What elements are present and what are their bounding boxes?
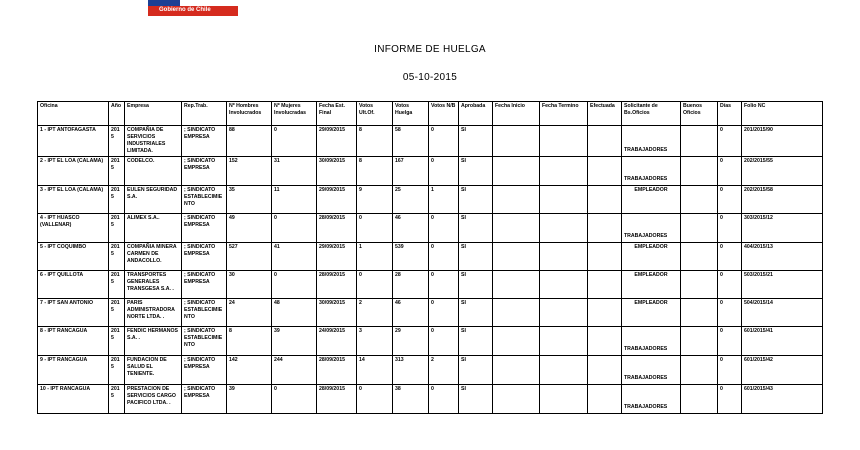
cell-rep: ; SINDICATO EMPRESA xyxy=(182,271,227,299)
cell-efectuada xyxy=(588,214,622,243)
cell-fecha-inicio xyxy=(493,356,540,385)
cell-anio: 2015 xyxy=(109,327,125,356)
cell-rep: ; SINDICATO EMPRESA xyxy=(182,214,227,243)
cell-aprobada: SI xyxy=(459,126,493,157)
column-header: Oficina xyxy=(38,102,109,126)
cell-aprobada: SI xyxy=(459,385,493,414)
cell-fecha-final: 29/09/2015 xyxy=(317,126,357,157)
cell-oficina: 5 - IPT COQUIMBO xyxy=(38,243,109,271)
cell-efectuada xyxy=(588,327,622,356)
cell-dias: 0 xyxy=(718,356,742,385)
table-row xyxy=(38,327,823,356)
cell-aprobada: SI xyxy=(459,271,493,299)
cell-anio: 2015 xyxy=(109,186,125,214)
cell-hombres: 35 xyxy=(227,186,272,214)
column-header: Efectuada xyxy=(588,102,622,126)
table-row xyxy=(38,186,823,214)
cell-fecha-final: 29/09/2015 xyxy=(317,243,357,271)
cell-fecha-final: 28/09/2015 xyxy=(317,385,357,414)
cell-votos-ult: 0 xyxy=(357,271,393,299)
cell-fecha-inicio xyxy=(493,243,540,271)
cell-dias: 0 xyxy=(718,327,742,356)
column-header: Nº Hombres Involucrados xyxy=(227,102,272,126)
table-row xyxy=(38,385,823,414)
column-header: Folio NC xyxy=(742,102,823,126)
cell-fecha-termino xyxy=(540,214,588,243)
cell-aprobada: SI xyxy=(459,299,493,327)
cell-folio: 201/2015/90 xyxy=(742,126,823,157)
cell-fecha-final: 30/09/2015 xyxy=(317,157,357,186)
cell-votos-huelga: 539 xyxy=(393,243,429,271)
column-header: Votos N/B xyxy=(429,102,459,126)
cell-rep: ; SINDICATO ESTABLECIMIENTO xyxy=(182,186,227,214)
cell-solicitante: TRABAJADORES xyxy=(622,385,681,414)
cell-folio: 601/2015/43 xyxy=(742,385,823,414)
cell-fecha-inicio xyxy=(493,299,540,327)
cell-fecha-final: 28/09/2015 xyxy=(317,271,357,299)
cell-fecha-inicio xyxy=(493,126,540,157)
cell-votos-ult: 8 xyxy=(357,126,393,157)
report-title: INFORME DE HUELGA xyxy=(374,44,486,55)
cell-aprobada: SI xyxy=(459,356,493,385)
cell-votos-huelga: 25 xyxy=(393,186,429,214)
cell-empresa: FENDIC HERMANOS S.A. . xyxy=(125,327,182,356)
cell-dias: 0 xyxy=(718,243,742,271)
cell-fecha-termino xyxy=(540,385,588,414)
cell-mujeres: 31 xyxy=(272,157,317,186)
cell-rep: ; SINDICATO EMPRESA xyxy=(182,243,227,271)
column-header: Año xyxy=(109,102,125,126)
cell-empresa: CODELCO. xyxy=(125,157,182,186)
table-row xyxy=(38,299,823,327)
cell-mujeres: 0 xyxy=(272,271,317,299)
cell-mujeres: 41 xyxy=(272,243,317,271)
cell-mujeres: 0 xyxy=(272,126,317,157)
cell-efectuada xyxy=(588,243,622,271)
cell-solicitante: EMPLEADOR xyxy=(622,299,681,327)
column-header: Buenos Oficios xyxy=(681,102,718,126)
cell-oficina: 1 - IPT ANTOFAGASTA xyxy=(38,126,109,157)
cell-solicitante: EMPLEADOR xyxy=(622,243,681,271)
cell-votos-ult: 8 xyxy=(357,157,393,186)
cell-folio: 404/2015/13 xyxy=(742,243,823,271)
column-header: Votos Huelga xyxy=(393,102,429,126)
cell-oficina: 4 - IPT HUASCO (VALLENAR) xyxy=(38,214,109,243)
cell-rep: ; SINDICATO EMPRESA xyxy=(182,157,227,186)
column-header: Días xyxy=(718,102,742,126)
cell-dias: 0 xyxy=(718,157,742,186)
cell-votos-huelga: 167 xyxy=(393,157,429,186)
cell-hombres: 8 xyxy=(227,327,272,356)
cell-mujeres: 244 xyxy=(272,356,317,385)
cell-folio: 202/2015/58 xyxy=(742,186,823,214)
cell-mujeres: 48 xyxy=(272,299,317,327)
cell-votos-huelga: 29 xyxy=(393,327,429,356)
cell-oficina: 2 - IPT EL LOA (CALAMA) xyxy=(38,157,109,186)
cell-votos-ult: 9 xyxy=(357,186,393,214)
cell-votos-huelga: 58 xyxy=(393,126,429,157)
column-header: Aprobada xyxy=(459,102,493,126)
table-row xyxy=(38,271,823,299)
cell-dias: 0 xyxy=(718,186,742,214)
cell-solicitante: TRABAJADORES xyxy=(622,356,681,385)
cell-votos-nb: 2 xyxy=(429,356,459,385)
cell-aprobada: SI xyxy=(459,157,493,186)
cell-votos-huelga: 46 xyxy=(393,214,429,243)
cell-buenos xyxy=(681,356,718,385)
cell-oficina: 6 - IPT QUILLOTA xyxy=(38,271,109,299)
cell-buenos xyxy=(681,271,718,299)
cell-fecha-final: 29/09/2015 xyxy=(317,186,357,214)
cell-efectuada xyxy=(588,186,622,214)
cell-mujeres: 11 xyxy=(272,186,317,214)
cell-efectuada xyxy=(588,126,622,157)
cell-empresa: FUNDACION DE SALUD EL TENIENTE. xyxy=(125,356,182,385)
cell-empresa: TRANSPORTES GENERALES TRANSGESA S.A. . xyxy=(125,271,182,299)
cell-folio: 303/2015/12 xyxy=(742,214,823,243)
cell-fecha-final: 28/09/2015 xyxy=(317,214,357,243)
cell-fecha-inicio xyxy=(493,271,540,299)
cell-dias: 0 xyxy=(718,126,742,157)
cell-anio: 2015 xyxy=(109,356,125,385)
cell-fecha-termino xyxy=(540,299,588,327)
cell-empresa: COMPAÑIA DE SERVICIOS INDUSTRIALES LIMITADA. xyxy=(125,126,182,157)
cell-efectuada xyxy=(588,385,622,414)
cell-anio: 2015 xyxy=(109,126,125,157)
cell-dias: 0 xyxy=(718,271,742,299)
cell-fecha-inicio xyxy=(493,214,540,243)
cell-oficina: 7 - IPT SAN ANTONIO xyxy=(38,299,109,327)
cell-anio: 2015 xyxy=(109,214,125,243)
cell-hombres: 49 xyxy=(227,214,272,243)
strike-report-table xyxy=(37,101,823,414)
cell-votos-nb: 1 xyxy=(429,186,459,214)
cell-fecha-final: 30/09/2015 xyxy=(317,299,357,327)
cell-anio: 2015 xyxy=(109,271,125,299)
cell-dias: 0 xyxy=(718,214,742,243)
cell-folio: 504/2015/14 xyxy=(742,299,823,327)
cell-efectuada xyxy=(588,157,622,186)
cell-dias: 0 xyxy=(718,385,742,414)
cell-empresa: PRESTACION DE SERVICIOS CARGO PACIFICO LTDA. . xyxy=(125,385,182,414)
column-header: Nº Mujeres Involucradas xyxy=(272,102,317,126)
cell-rep: ; SINDICATO ESTABLECIMIENTO xyxy=(182,327,227,356)
cell-fecha-inicio xyxy=(493,157,540,186)
table-row xyxy=(38,157,823,186)
cell-rep: ; SINDICATO EMPRESA xyxy=(182,356,227,385)
cell-buenos xyxy=(681,126,718,157)
cell-solicitante: TRABAJADORES xyxy=(622,214,681,243)
cell-votos-ult: 0 xyxy=(357,214,393,243)
cell-buenos xyxy=(681,186,718,214)
cell-rep: ; SINDICATO EMPRESA xyxy=(182,126,227,157)
cell-solicitante: TRABAJADORES xyxy=(622,126,681,157)
cell-anio: 2015 xyxy=(109,299,125,327)
table-header-row xyxy=(38,102,823,126)
cell-votos-nb: 0 xyxy=(429,385,459,414)
cell-mujeres: 0 xyxy=(272,385,317,414)
cell-efectuada xyxy=(588,271,622,299)
cell-hombres: 527 xyxy=(227,243,272,271)
cell-aprobada: SI xyxy=(459,327,493,356)
column-header: Fecha Est. Final xyxy=(317,102,357,126)
cell-hombres: 39 xyxy=(227,385,272,414)
cell-fecha-termino xyxy=(540,327,588,356)
cell-votos-nb: 0 xyxy=(429,243,459,271)
cell-votos-huelga: 313 xyxy=(393,356,429,385)
cell-solicitante: EMPLEADOR xyxy=(622,186,681,214)
cell-votos-nb: 0 xyxy=(429,126,459,157)
cell-buenos xyxy=(681,299,718,327)
cell-oficina: 3 - IPT EL LOA (CALAMA) xyxy=(38,186,109,214)
column-header: Empresa xyxy=(125,102,182,126)
cell-votos-nb: 0 xyxy=(429,271,459,299)
cell-votos-nb: 0 xyxy=(429,157,459,186)
cell-fecha-termino xyxy=(540,243,588,271)
cell-hombres: 88 xyxy=(227,126,272,157)
table-row xyxy=(38,214,823,243)
cell-folio: 601/2015/41 xyxy=(742,327,823,356)
cell-votos-ult: 14 xyxy=(357,356,393,385)
cell-buenos xyxy=(681,214,718,243)
cell-votos-huelga: 46 xyxy=(393,299,429,327)
report-date: 05-10-2015 xyxy=(402,72,458,83)
table-row xyxy=(38,243,823,271)
cell-mujeres: 0 xyxy=(272,214,317,243)
cell-buenos xyxy=(681,327,718,356)
cell-fecha-termino xyxy=(540,271,588,299)
cell-votos-ult: 1 xyxy=(357,243,393,271)
cell-votos-nb: 0 xyxy=(429,214,459,243)
cell-empresa: EULEN SEGURIDAD S.A. xyxy=(125,186,182,214)
cell-fecha-inicio xyxy=(493,186,540,214)
cell-empresa: COMPAÑIA MINERA CARMEN DE ANDACOLLO. xyxy=(125,243,182,271)
cell-folio: 202/2015/55 xyxy=(742,157,823,186)
cell-mujeres: 39 xyxy=(272,327,317,356)
column-header: Rep.Trab. xyxy=(182,102,227,126)
cell-fecha-termino xyxy=(540,157,588,186)
cell-fecha-termino xyxy=(540,126,588,157)
cell-rep: ; SINDICATO ESTABLECIMIENTO xyxy=(182,299,227,327)
cell-empresa: PARIS ADMINISTRADORA NORTE LTDA. . xyxy=(125,299,182,327)
cell-efectuada xyxy=(588,299,622,327)
table-row xyxy=(38,356,823,385)
column-header: Votos Ult.Of. xyxy=(357,102,393,126)
cell-fecha-inicio xyxy=(493,385,540,414)
cell-fecha-termino xyxy=(540,356,588,385)
cell-votos-nb: 0 xyxy=(429,327,459,356)
cell-fecha-final: 28/09/2015 xyxy=(317,356,357,385)
cell-fecha-inicio xyxy=(493,327,540,356)
cell-votos-huelga: 28 xyxy=(393,271,429,299)
cell-votos-ult: 2 xyxy=(357,299,393,327)
cell-fecha-final: 24/09/2015 xyxy=(317,327,357,356)
cell-hombres: 152 xyxy=(227,157,272,186)
cell-votos-nb: 0 xyxy=(429,299,459,327)
gobierno-logo xyxy=(148,0,238,16)
cell-solicitante: TRABAJADORES xyxy=(622,157,681,186)
cell-oficina: 10 - IPT RANCAGUA xyxy=(38,385,109,414)
cell-oficina: 9 - IPT RANCAGUA xyxy=(38,356,109,385)
cell-hombres: 24 xyxy=(227,299,272,327)
column-header: Fecha Termino xyxy=(540,102,588,126)
cell-rep: ; SINDICATO EMPRESA xyxy=(182,385,227,414)
cell-anio: 2015 xyxy=(109,243,125,271)
cell-dias: 0 xyxy=(718,299,742,327)
logo-red-bar xyxy=(148,6,238,16)
cell-anio: 2015 xyxy=(109,385,125,414)
cell-hombres: 30 xyxy=(227,271,272,299)
cell-votos-ult: 3 xyxy=(357,327,393,356)
cell-solicitante: EMPLEADOR xyxy=(622,271,681,299)
cell-votos-ult: 0 xyxy=(357,385,393,414)
cell-votos-huelga: 38 xyxy=(393,385,429,414)
column-header: Fecha Inicio xyxy=(493,102,540,126)
cell-buenos xyxy=(681,157,718,186)
cell-fecha-termino xyxy=(540,186,588,214)
cell-efectuada xyxy=(588,356,622,385)
cell-buenos xyxy=(681,385,718,414)
cell-buenos xyxy=(681,243,718,271)
cell-solicitante: TRABAJADORES xyxy=(622,327,681,356)
cell-anio: 2015 xyxy=(109,157,125,186)
column-header: Solicitante de Bs.Oficios xyxy=(622,102,681,126)
cell-aprobada: SI xyxy=(459,243,493,271)
logo-text: Gobierno de Chile xyxy=(159,7,211,13)
cell-aprobada: SI xyxy=(459,186,493,214)
cell-hombres: 142 xyxy=(227,356,272,385)
cell-oficina: 8 - IPT RANCAGUA xyxy=(38,327,109,356)
cell-folio: 503/2015/21 xyxy=(742,271,823,299)
cell-empresa: ALIMEX S.A.. xyxy=(125,214,182,243)
cell-folio: 601/2015/42 xyxy=(742,356,823,385)
cell-aprobada: SI xyxy=(459,214,493,243)
table-row xyxy=(38,126,823,157)
